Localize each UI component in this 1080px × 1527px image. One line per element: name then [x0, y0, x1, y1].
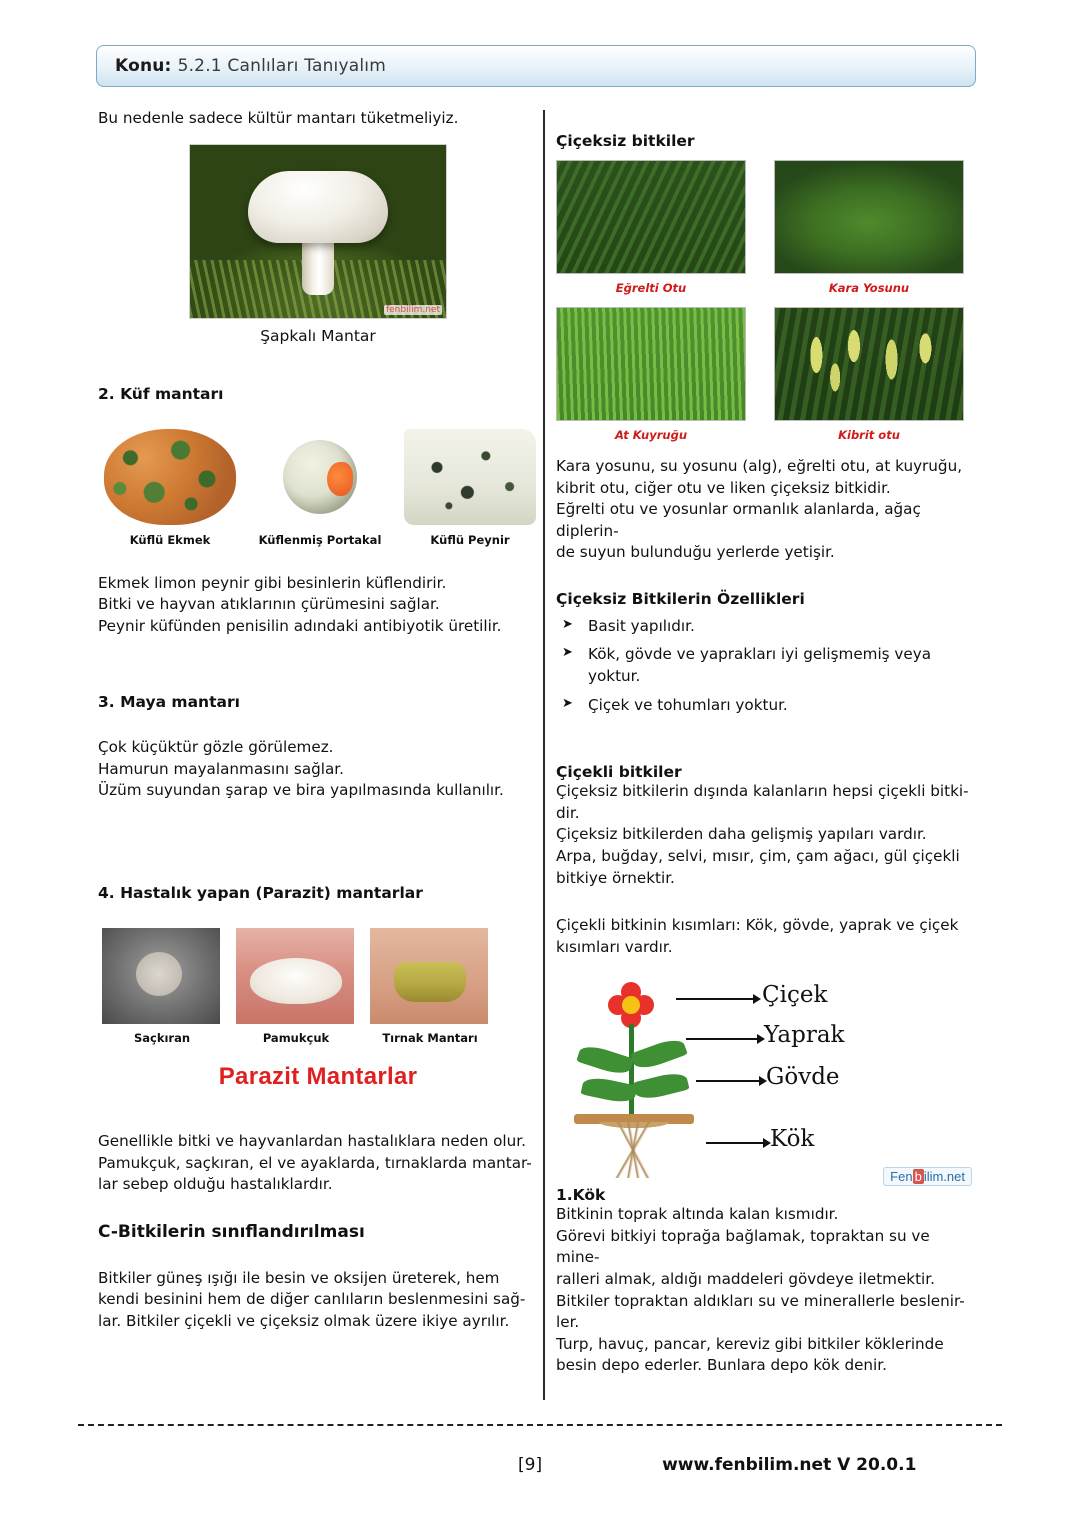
classification-line-2: kendi besinini hem de diğer canlıların beslenmesini sağ- — [98, 1290, 526, 1309]
watermark-text: fenbilim.net — [385, 304, 440, 315]
mold-figure — [104, 429, 236, 547]
fern-image — [556, 160, 746, 274]
cicekli-line-2: dir. — [556, 803, 580, 822]
parasite-line-2: Pamukçuk, saçkıran, el ve ayaklarda, tırnaklarda mantar- — [98, 1153, 532, 1172]
plant-figure — [556, 160, 746, 295]
heading-kok: 1.Kök — [556, 1186, 606, 1205]
heading-cicekli-bitkiler: Çiçekli bitkiler — [556, 763, 682, 782]
ozellikler-list — [556, 616, 976, 716]
kok-line-6: Turp, havuç, pancar, kereviz gibi bitkiler köklerinde — [556, 1334, 944, 1353]
cicekli-line-5: bitkiye örnektir. — [556, 868, 675, 887]
yeast-line-2: Hamurun mayalanmasını sağlar. — [98, 759, 344, 778]
mold-figure — [254, 429, 386, 547]
parasite-figure — [370, 928, 490, 1045]
footer-site: www.fenbilim.net V 20.0.1 — [662, 1455, 917, 1475]
parasite-figure — [236, 928, 356, 1045]
root-graphic — [576, 1122, 692, 1178]
mold-line-2: Bitki ve hayvan atıklarının çürümesini sağlar. — [98, 595, 440, 614]
plant-figure — [774, 307, 964, 442]
topic-header-bar — [96, 45, 976, 87]
page-number: [9] — [518, 1455, 543, 1475]
ciceksiz-line-4: de suyun bulunduğu yerlerde yetişir. — [556, 543, 835, 562]
list-item: ➤ Basit yapılıdır. — [556, 616, 976, 638]
parasite-caption: Tırnak Mantarı — [382, 1031, 478, 1046]
mold-line-3: Peynir küfünden penisilin adındaki antibiyotik üretilir. — [98, 616, 502, 635]
moss-image — [774, 160, 964, 274]
list-item: ➤ Çiçek ve tohumları yoktur. — [556, 695, 976, 717]
ciceksiz-line-1: Kara yosunu, su yosunu (alg), eğrelti otu, at kuyruğu, — [556, 457, 963, 475]
plant-parts-diagram — [556, 976, 976, 1186]
kok-line-3: ralleri almak, aldığı maddeleri gövdeye iletmektir. — [556, 1269, 935, 1288]
plant-caption: Eğrelti Otu — [615, 281, 687, 295]
left-column — [98, 108, 538, 1333]
mold-image-row — [104, 429, 538, 547]
label-yaprak: Yaprak — [764, 1022, 845, 1049]
topic-title: 5.2.1 Canlıları Tanıyalım — [177, 56, 386, 76]
mold-figure — [404, 429, 536, 547]
heading-ciceksiz-bitkiler: Çiçeksiz bitkiler — [556, 132, 695, 150]
parasite-image-row — [102, 928, 538, 1045]
heading-ciceksiz-ozellikleri: Çiçeksiz Bitkilerin Özellikleri — [556, 589, 805, 608]
topic-label: Konu: — [115, 56, 172, 76]
kok-line-5: ler. — [556, 1313, 580, 1332]
parasite-caption: Saçkıran — [133, 1031, 191, 1046]
arrow-to-yaprak — [686, 1038, 758, 1040]
leaf-graphic — [630, 1036, 688, 1073]
yeast-line-3: Üzüm suyundan şarap ve bira yapılmasında kullanılır. — [98, 781, 504, 800]
kok-line-7: besin depo ederler. Bunlara depo kök denir. — [556, 1356, 887, 1375]
flower-icon — [608, 982, 654, 1028]
arrow-to-govde — [696, 1080, 760, 1082]
plant-caption: At Kuyruğu — [614, 428, 687, 442]
label-kok: Kök — [770, 1126, 815, 1153]
plant-figure — [774, 160, 964, 295]
intro-paragraph: Bu nedenle sadece kültür mantarı tüketmeliyiz. — [98, 109, 459, 127]
ringworm-image — [102, 928, 220, 1024]
cicekli-line-3: Çiçeksiz bitkilerden daha gelişmiş yapıları vardır. — [556, 825, 927, 844]
arrow-to-cicek — [676, 998, 754, 1000]
mold-caption: Küflü Ekmek — [129, 532, 211, 547]
cicekli-line-1: Çiçeksiz bitkilerin dışında kalanların hepsi çiçekli bitki- — [556, 782, 969, 801]
heading-bitkilerin-siniflandirilmasi: C-Bitkilerin sınıflandırılması — [98, 1221, 365, 1242]
moldy-orange-image — [254, 429, 386, 525]
leaf-graphic — [632, 1070, 689, 1102]
watermark-mid: b — [914, 1169, 922, 1185]
mold-line-1: Ekmek limon peynir gibi besinlerin küflendirir. — [98, 573, 447, 592]
kisimlar-line-1: Çiçekli bitkinin kısımları: Kök, gövde, yaprak ve çiçek — [556, 916, 959, 935]
leaf-graphic — [576, 1042, 634, 1078]
mushroom-cap — [248, 171, 388, 243]
plant-image-grid — [556, 160, 976, 442]
footer-divider — [78, 1424, 1002, 1426]
page-footer — [78, 1455, 1002, 1475]
label-govde: Gövde — [766, 1064, 840, 1091]
mushroom-figure — [98, 144, 538, 319]
mushroom-caption: Şapkalı Mantar — [260, 326, 376, 345]
watermark-suffix: ilim.net — [923, 1169, 965, 1185]
moldy-cheese-image — [404, 429, 536, 525]
plant-caption: Kara Yosunu — [828, 281, 910, 295]
mold-caption: Küflü Peynir — [430, 532, 510, 547]
mold-caption: Küflenmiş Portakal — [258, 532, 382, 547]
ciceksiz-line-3: Eğrelti otu ve yosunlar ormanlık alanlarda, ağaç diplerin- — [556, 500, 921, 540]
ciceksiz-line-2: kibrit otu, ciğer otu ve liken çiçeksiz bitkidir. — [556, 478, 891, 497]
watermark-prefix: Fen — [890, 1169, 913, 1185]
kok-line-2: Görevi bitkiyi toprağa bağlamak, topraktan su ve mine- — [556, 1226, 930, 1267]
kisimlar-line-2: kısımları vardır. — [556, 937, 673, 956]
label-cicek: Çiçek — [762, 982, 828, 1009]
stem-graphic — [629, 1024, 634, 1116]
column-divider — [543, 110, 545, 1400]
parasite-figure-title: Parazit Mantarlar — [218, 1063, 418, 1091]
nail-fungus-image — [370, 928, 488, 1024]
heading-parazit-mantarlar: 4. Hastalık yapan (Parazit) mantarlar — [98, 884, 423, 903]
parasite-figure — [102, 928, 222, 1045]
arrow-to-kok — [706, 1142, 764, 1144]
kok-line-4: Bitkiler topraktan aldıkları su ve minerallerle beslenir- — [556, 1291, 965, 1310]
heading-maya-mantari: 3. Maya mantarı — [98, 693, 240, 712]
horsetail-image — [556, 307, 746, 421]
kok-line-1: Bitkinin toprak altında kalan kısmıdır. — [556, 1205, 839, 1224]
classification-line-3: lar. Bitkiler çiçekli ve çiçeksiz olmak üzere ikiye ayrılır. — [98, 1311, 510, 1330]
cicekli-line-4: Arpa, buğday, selvi, mısır, çim, çam ağacı, gül çiçekli — [556, 846, 960, 865]
right-column — [556, 132, 976, 1377]
moldy-bread-image — [104, 429, 236, 525]
mushroom-image — [189, 144, 447, 319]
clubmoss-image — [774, 307, 964, 421]
thrush-image — [236, 928, 354, 1024]
plant-figure — [556, 307, 746, 442]
fenbilim-watermark — [883, 1167, 972, 1186]
parasite-line-3: lar sebep olduğu hastalıklardır. — [98, 1175, 333, 1194]
classification-line-1: Bitkiler güneş ışığı ile besin ve oksijen üreterek, hem — [98, 1268, 500, 1287]
list-item: ➤ Kök, gövde ve yaprakları iyi gelişmemiş veya yoktur. — [556, 644, 976, 687]
parasite-line-1: Genellikle bitki ve hayvanlardan hastalıklara neden olur. — [98, 1132, 526, 1151]
parasite-caption: Pamukçuk — [262, 1031, 330, 1046]
yeast-line-1: Çok küçüktür gözle görülemez. — [98, 738, 334, 757]
plant-caption: Kibrit otu — [838, 428, 900, 442]
heading-kuf-mantari: 2. Küf mantarı — [98, 384, 224, 403]
